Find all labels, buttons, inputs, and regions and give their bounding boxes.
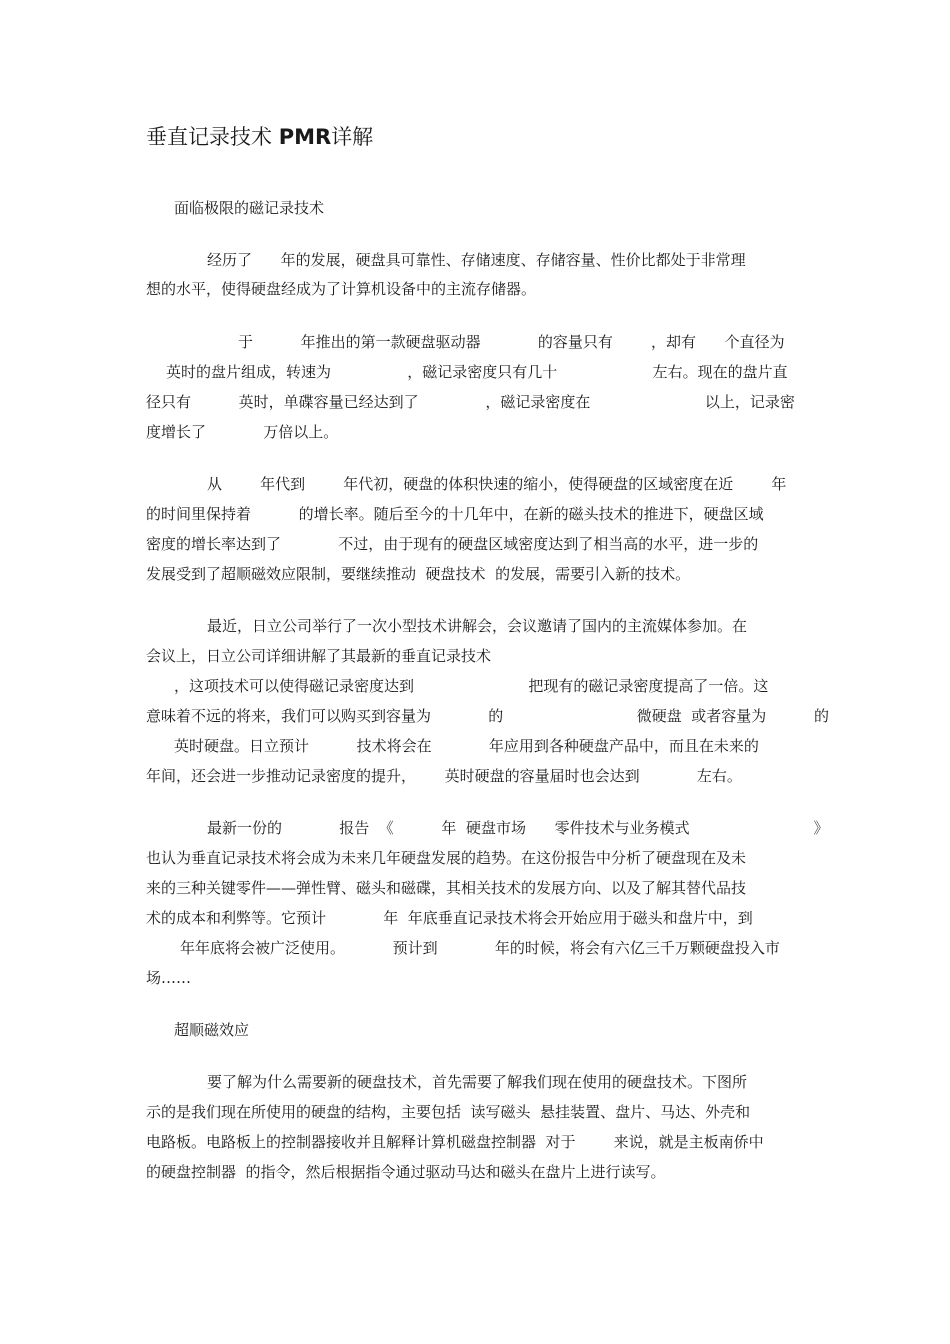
text-line: 英时硬盘。日立预计 技术将会在 年应用到各种硬盘产品中，而且在未来的 [174,737,759,755]
title-bold: PMR [278,125,332,149]
text-line: 会议上，日立公司详细讲解了其最新的垂直记录技术 [146,647,492,665]
text-line: 的时间里保持着 的增长率。随后至今的十几年中，在新的磁头技术的推进下，硬盘区域 [146,505,764,523]
text-line: 从 年代到 年代初，硬盘的体积快速的缩小，使得硬盘的区域密度在近 年 [207,475,787,493]
text-line: 也认为垂直记录技术将会成为未来几年硬盘发展的趋势。在这份报告中分析了硬盘现在及未 [146,849,747,867]
text-line: 要了解为什么需要新的硬盘技术，首先需要了解我们现在使用的硬盘技术。下图所 [207,1073,748,1091]
text-line: 的硬盘控制器 的指令，然后根据指令通过驱动马达和磁头在盘片上进行读写。 [146,1163,666,1181]
text-line: 示的是我们现在所使用的硬盘的结构，主要包括 读写磁头 悬挂装置、盘片、马达、外壳和 [146,1103,751,1121]
text-line: 场…… [146,969,192,987]
text-line: 发展受到了超顺磁效应限制，要继续推动 硬盘技术 的发展，需要引入新的技术。 [146,565,691,583]
text-line: 密度的增长率达到了 不过，由于现有的硬盘区域密度达到了相当高的水平，进一步的 [146,535,759,553]
text-line: 经历了 年的发展，硬盘具可靠性、存储速度、存储容量、性价比都处于非常理 [207,251,746,269]
text-line: 想的水平，使得硬盘经成为了计算机设备中的主流存储器。 [146,280,537,298]
title-tail: 详解 [331,125,374,149]
text-line: 最新一份的 报告 《 年 硬盘市场 零件技术与业务模式 》 [207,819,829,837]
text-line: 于 年推出的第一款硬盘驱动器 的容量只有 ，却有 个直径为 [238,333,785,351]
title-main: 垂直记录技术 [146,125,272,149]
text-line: 来的三种关键零件——弹性臂、磁头和磁碟，其相关技术的发展方向、以及了解其替代品技 [146,879,747,897]
section-heading-2: 超顺磁效应 [174,1021,250,1039]
text-line: 电路板。电路板上的控制器接收并且解释计算机磁盘控制器 对于 来说，就是主板南侨中 [146,1133,764,1151]
text-line: 英时的盘片组成，转速为 ，磁记录密度只有几十 左右。现在的盘片直 [166,363,788,381]
text-line: 最近，日立公司举行了一次小型技术讲解会，会议邀请了国内的主流媒体参加。在 [207,617,748,635]
section-heading-1: 面临极限的磁记录技术 [174,199,325,217]
text-line: ，这项技术可以使得磁记录密度达到 把现有的磁记录密度提高了一倍。这 [174,677,769,695]
text-line: 度增长了 万倍以上。 [146,423,339,441]
text-line: 术的成本和利弊等。它预计 年 年底垂直记录技术将会开始应用于磁头和盘片中，到 [146,909,753,927]
text-line: 意味着不远的将来，我们可以购买到容量为 的 微硬盘 或者容量为 的 [146,707,829,725]
text-line: 径只有 英时，单碟容量已经达到了 ，磁记录密度在 以上，记录密 [146,393,795,411]
document-title [146,122,373,152]
text-line: 年年底将会被广泛使用。 预计到 年的时候，将会有六亿三千万颗硬盘投入市 [180,939,780,957]
text-line: 年间，还会进一步推动记录密度的提升， 英时硬盘的容量届时也会达到 左右。 [146,767,742,785]
